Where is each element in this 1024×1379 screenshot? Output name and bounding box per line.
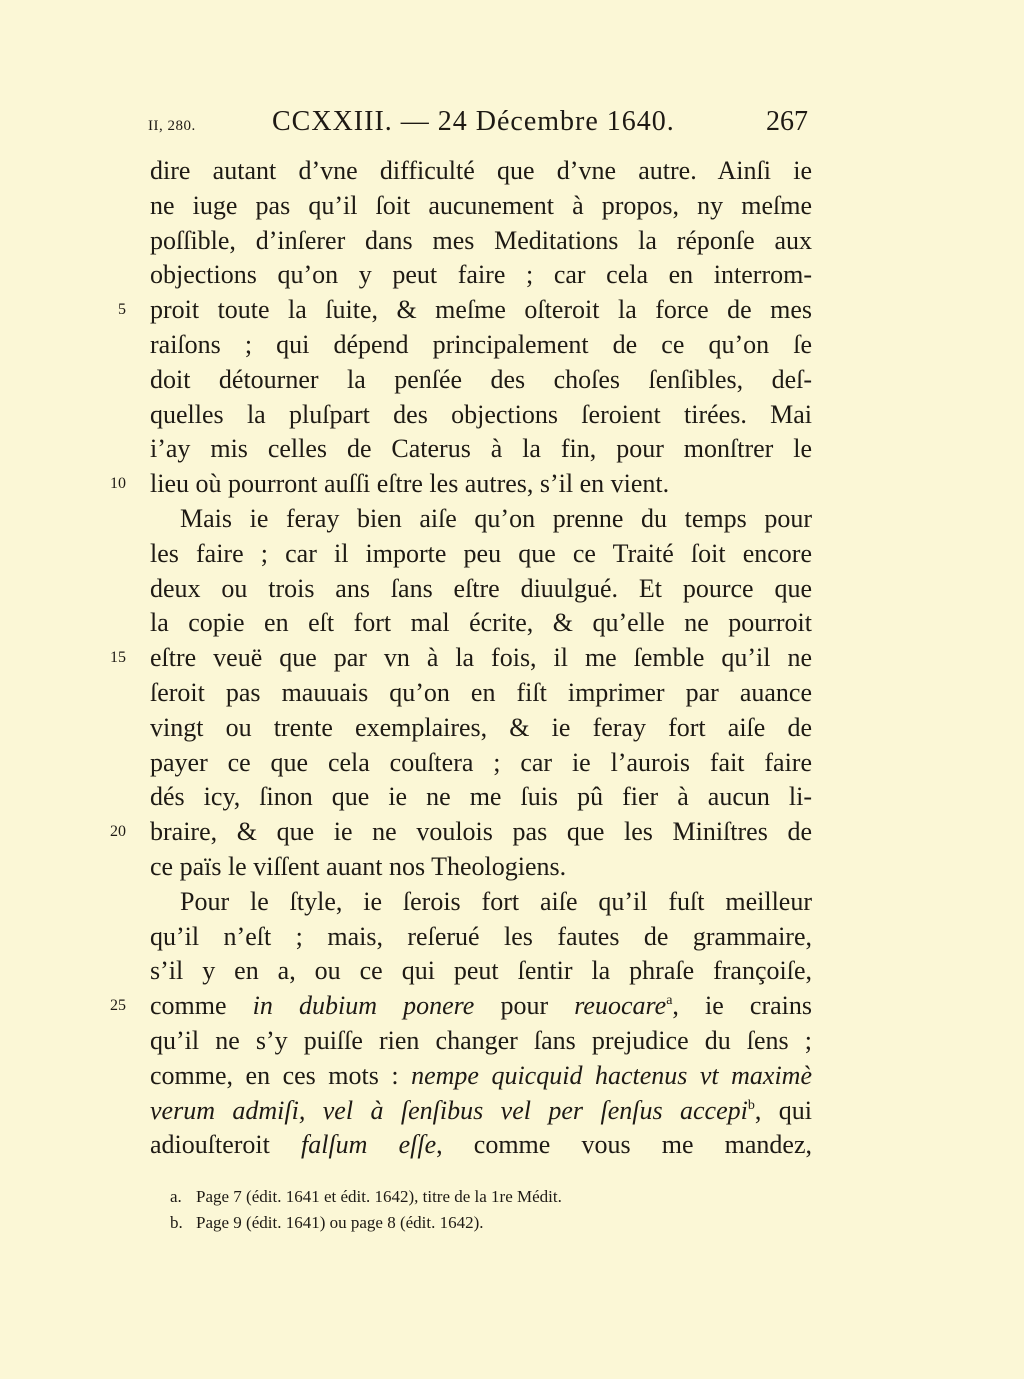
text-line bbox=[110, 467, 812, 502]
footnote-mark: a. bbox=[170, 1187, 182, 1206]
text-line bbox=[150, 920, 812, 955]
text-line bbox=[150, 432, 812, 467]
text-line bbox=[110, 641, 812, 676]
line-number: 15 bbox=[110, 649, 126, 667]
text-segment: la copie en eſt fort mal écrite, & qu’elle ne pourroit bbox=[150, 608, 812, 638]
text-segment: poſſible, d’inſerer dans mes Meditations la réponſe aux bbox=[150, 225, 812, 255]
text-segment: raiſons ; qui dépend principalement de ce qu’on ſe bbox=[150, 329, 812, 359]
latin-quotation: nempe quicquid hactenus vt maximè bbox=[411, 1060, 813, 1090]
footnote-reference: b bbox=[747, 1097, 755, 1113]
body-text bbox=[110, 154, 813, 1163]
footnote-text: Page 9 (édit. 1641) ou page 8 (édit. 1642). bbox=[196, 1213, 484, 1232]
text-line bbox=[150, 885, 812, 920]
text-segment: ne iuge pas qu’il ſoit aucunement à propos, ny meſme bbox=[150, 190, 812, 220]
text-segment: deux ou trois ans ſans eſtre diuulgué. Et pource que bbox=[150, 573, 812, 603]
line-number: 20 bbox=[110, 823, 126, 841]
text-line bbox=[150, 850, 812, 885]
text-segment: dés icy, ſinon que ie ne me ſuis pû fier à aucun li- bbox=[150, 782, 812, 812]
latin-quotation: in dubium ponere bbox=[252, 991, 475, 1021]
footnote-mark: b. bbox=[170, 1213, 183, 1232]
line-number: 5 bbox=[118, 301, 126, 319]
page-number: 267 bbox=[766, 106, 808, 137]
text-segment: qu’il ne s’y puiſſe rien changer ſans prejudice du ſens ; bbox=[150, 1025, 812, 1055]
text-segment: payer ce que cela couſtera ; car ie l’aurois fait faire bbox=[150, 747, 812, 777]
text-line bbox=[150, 398, 812, 433]
text-line bbox=[150, 1094, 812, 1129]
text-line bbox=[150, 189, 812, 224]
text-line bbox=[150, 328, 812, 363]
text-line bbox=[110, 989, 813, 1024]
text-line bbox=[150, 606, 812, 641]
text-line bbox=[150, 1059, 812, 1094]
latin-quotation: verum admiſi, vel à ſenſibus vel per ſenſus accepi bbox=[150, 1095, 748, 1125]
text-segment: ſeroit pas mauuais qu’on en fiſt imprimer par auance bbox=[150, 677, 812, 707]
text-line bbox=[150, 954, 812, 989]
footnote-text: Page 7 (édit. 1641 et édit. 1642), titre de la 1re Médit. bbox=[196, 1187, 562, 1206]
text-segment: ce païs le viſſent auant nos Theologiens. bbox=[150, 851, 567, 881]
line-number: 10 bbox=[110, 475, 126, 493]
text-line bbox=[150, 572, 812, 607]
running-header bbox=[148, 106, 812, 146]
text-segment: pour bbox=[474, 991, 575, 1021]
volume-reference: II, 280. bbox=[148, 118, 196, 134]
text-segment: braire, & que ie ne voulois pas que les Miniſtres de bbox=[150, 817, 812, 847]
text-line bbox=[150, 1024, 812, 1059]
text-line bbox=[150, 154, 812, 189]
text-segment: adiouſteroit bbox=[150, 1130, 302, 1160]
letter-title: CCXXIII. — 24 Décembre 1640. bbox=[272, 106, 675, 137]
text-segment: i’ay mis celles de Caterus à la fin, pour monſtrer le bbox=[150, 434, 812, 464]
text-segment: , qui bbox=[754, 1095, 812, 1125]
text-segment: comme bbox=[150, 991, 253, 1021]
latin-quotation: reuocare bbox=[574, 991, 667, 1021]
text-line bbox=[150, 502, 812, 537]
text-line bbox=[150, 1128, 812, 1163]
text-segment: dire autant d’vne difficulté que d’vne autre. Ainſi ie bbox=[150, 156, 812, 185]
text-segment: qu’il n’eſt ; mais, reſerué les fautes de grammaire, bbox=[150, 921, 812, 951]
text-segment: les faire ; car il importe peu que ce Traité ſoit encore bbox=[150, 538, 812, 568]
text-segment: Mais ie feray bien aiſe qu’on prenne du temps pour bbox=[180, 503, 812, 533]
text-segment: Pour le ſtyle, ie ſerois fort aiſe qu’il fuſt meilleur bbox=[180, 886, 812, 916]
text-segment: proit toute la ſuite, & meſme oſteroit la force de mes bbox=[150, 295, 812, 325]
text-line bbox=[110, 815, 812, 850]
text-line bbox=[150, 537, 812, 572]
text-line bbox=[150, 780, 812, 815]
text-segment: vingt ou trente exemplaires, & ie feray fort aiſe de bbox=[150, 712, 812, 742]
text-line bbox=[150, 676, 812, 711]
text-line bbox=[150, 363, 812, 398]
footnote bbox=[170, 1210, 810, 1236]
text-line bbox=[150, 746, 812, 781]
text-segment: doit détourner la penſée des choſes ſenſibles, deſ- bbox=[150, 364, 812, 394]
text-segment: comme, en ces mots : bbox=[150, 1060, 412, 1090]
text-segment: objections qu’on y peut faire ; car cela en interrom- bbox=[150, 260, 812, 290]
line-number: 25 bbox=[110, 997, 126, 1015]
footnotes bbox=[170, 1184, 810, 1236]
text-segment: , ie crains bbox=[672, 991, 813, 1021]
text-segment: lieu où pourront auſſi eſtre les autres, s’il en vient. bbox=[150, 469, 670, 499]
text-segment: eſtre veuë que par vn à la fois, il me ſemble qu’il ne bbox=[150, 643, 812, 673]
text-segment: quelles la pluſpart des objections ſeroient tirées. Mai bbox=[150, 399, 812, 429]
text-line bbox=[150, 224, 812, 259]
latin-quotation: falſum eſſe bbox=[301, 1130, 437, 1160]
text-line bbox=[150, 258, 812, 293]
footnote bbox=[170, 1184, 810, 1210]
text-line bbox=[118, 293, 812, 328]
footnote-reference: a bbox=[666, 993, 673, 1009]
text-segment: s’il y en a, ou ce qui peut ſentir la phraſe françoiſe, bbox=[150, 956, 812, 986]
text-segment: , comme vous me mandez, bbox=[436, 1130, 812, 1160]
text-line bbox=[150, 711, 812, 746]
